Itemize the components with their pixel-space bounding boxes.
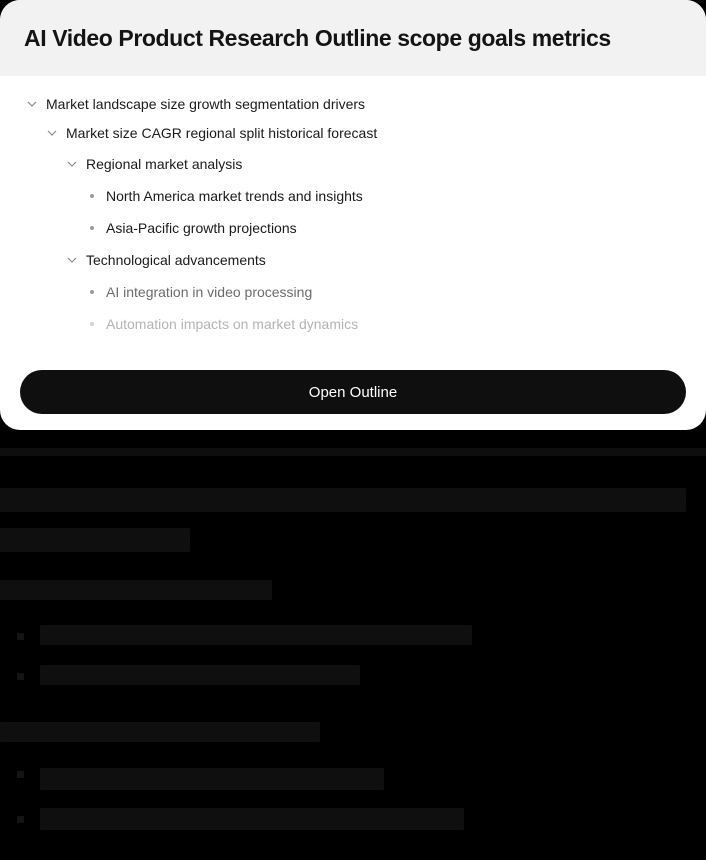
outline-item-ai-integration[interactable] (0, 276, 706, 308)
chevron-down-icon[interactable] (45, 126, 59, 140)
obscured-bullet-icon (17, 673, 24, 680)
obscured-list-item (40, 808, 464, 830)
outline-item-label: Automation impacts on market dynamics (106, 316, 359, 332)
obscured-heading-line-2 (0, 528, 190, 552)
chevron-down-icon[interactable] (65, 157, 79, 171)
outline-item-automation[interactable] (0, 308, 706, 340)
bullet-icon (85, 285, 99, 299)
obscured-list-item (40, 625, 472, 645)
outline-item-asia-pacific[interactable] (0, 212, 706, 244)
outline-item-label: Regional market analysis (86, 156, 243, 172)
outline-item-label: Technological advancements (86, 252, 266, 268)
card-header (0, 0, 706, 76)
obscured-bullet-icon (17, 816, 24, 823)
outline-item-north-america[interactable] (0, 180, 706, 212)
outline-item-label: Asia-Pacific growth projections (106, 220, 297, 236)
obscured-list-item (40, 665, 360, 685)
outline-item-regional-analysis[interactable] (0, 148, 706, 180)
bullet-icon (85, 221, 99, 235)
chevron-down-icon[interactable] (65, 253, 79, 267)
obscured-heading-line-1 (0, 488, 686, 512)
outline-item-market-size[interactable] (0, 118, 706, 148)
bullet-icon (85, 317, 99, 331)
outline-item-tech-advancements[interactable] (0, 244, 706, 276)
outline-item-label: North America market trends and insights (106, 188, 363, 204)
bullet-icon (85, 189, 99, 203)
card-title: AI Video Product Research Outline scope goals metrics (24, 24, 611, 51)
outline-item-label: AI integration in video processing (106, 284, 313, 300)
outline-item-label: Market landscape size growth segmentation drivers (46, 96, 366, 112)
obscured-bullet-icon (17, 771, 24, 778)
chevron-down-icon[interactable] (25, 97, 39, 111)
obscured-subheading (0, 580, 272, 600)
obscured-list-item (40, 768, 384, 790)
outline-tree (0, 76, 706, 340)
outline-item-market-landscape[interactable] (0, 90, 706, 118)
outline-item-label: Market size CAGR regional split historical forecast (66, 125, 378, 141)
document-divider (0, 448, 706, 456)
obscured-subheading (0, 722, 320, 742)
obscured-bullet-icon (17, 633, 24, 640)
open-outline-button[interactable]: Open Outline (20, 370, 686, 414)
